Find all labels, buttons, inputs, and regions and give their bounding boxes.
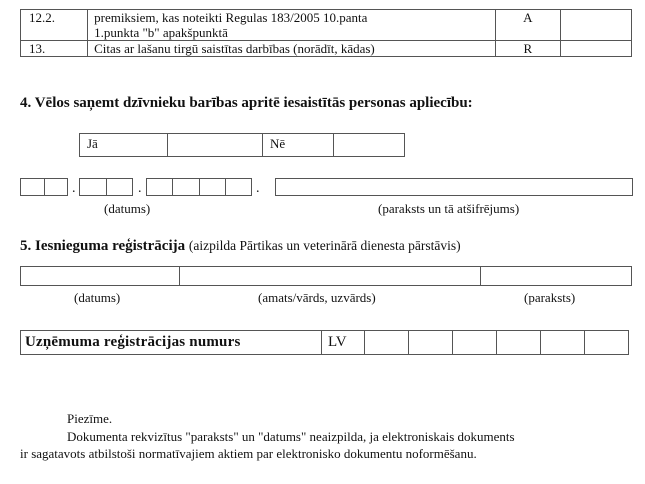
date-separator: . xyxy=(138,181,142,196)
row-description-line: 1.punkta "b" apakšpunktā xyxy=(94,25,228,40)
date-caption: (datums) xyxy=(104,201,151,216)
registration-number-table xyxy=(20,330,629,355)
yes-label: Jā xyxy=(80,134,168,157)
registration-digit-cell[interactable] xyxy=(541,331,585,355)
no-checkbox-cell[interactable] xyxy=(334,134,405,157)
section-5-title: 5. Iesnieguma reģistrācija xyxy=(20,238,186,254)
registration-number-label: Uzņēmuma reģistrācijas numurs xyxy=(21,331,322,355)
signature-field[interactable] xyxy=(275,178,633,196)
row-number: 12.2. xyxy=(21,10,88,41)
row-number: 13. xyxy=(21,41,88,57)
date-separator: . xyxy=(72,181,76,196)
section-5-heading xyxy=(20,238,461,255)
note-title: Piezīme. xyxy=(67,411,113,426)
date-year-boxes[interactable] xyxy=(146,178,252,196)
date-month-boxes[interactable] xyxy=(79,178,133,196)
registration-digit-cell[interactable] xyxy=(585,331,629,355)
date-separator: . xyxy=(256,181,260,196)
registration-digit-cell[interactable] xyxy=(365,331,409,355)
table-row xyxy=(21,41,632,57)
registration-date-caption: (datums) xyxy=(74,290,121,305)
section-4-heading: 4. Vēlos saņemt dzīvnieku barības apritē iesaistītās personas apliecību: xyxy=(20,95,473,111)
no-label: Nē xyxy=(263,134,334,157)
registration-digit-cell[interactable] xyxy=(409,331,453,355)
row-description: Citas ar lašanu tirgū saistītas darbības (norādīt, kādas) xyxy=(88,41,496,57)
date-day-boxes[interactable] xyxy=(20,178,68,196)
row-description xyxy=(88,10,496,41)
note-line-1: Dokumenta rekvizītus "paraksts" un "datums" neaizpilda, ja elektroniskais dokuments xyxy=(67,429,515,444)
yes-checkbox-cell[interactable] xyxy=(168,134,263,157)
section-5-subtitle: (aizpilda Pārtikas un veterinārā dienesta pārstāvis) xyxy=(188,238,461,253)
note-line-2: ir sagatavots atbilstoši normatīvajiem aktiem par elektronisko dokumentu noformēšanu. xyxy=(20,446,477,461)
registration-name-caption: (amats/vārds, uzvārds) xyxy=(258,290,376,305)
row-code: A xyxy=(495,10,560,41)
table-row xyxy=(21,10,632,41)
registration-row[interactable] xyxy=(20,266,632,286)
registration-sign-caption: (paraksts) xyxy=(524,290,576,305)
registration-digit-cell[interactable] xyxy=(497,331,541,355)
row-description-line: premiksiem, kas noteikti Regulas 183/2005 10.panta xyxy=(94,10,368,25)
registration-digit-cell[interactable] xyxy=(453,331,497,355)
signature-caption: (paraksts un tā atšifrējums) xyxy=(378,201,520,216)
row-code: R xyxy=(495,41,560,57)
activities-table xyxy=(20,9,632,57)
yes-no-table xyxy=(79,133,405,157)
row-blank-cell[interactable] xyxy=(560,10,631,41)
registration-number-prefix: LV xyxy=(322,331,365,355)
row-blank-cell[interactable] xyxy=(560,41,631,57)
